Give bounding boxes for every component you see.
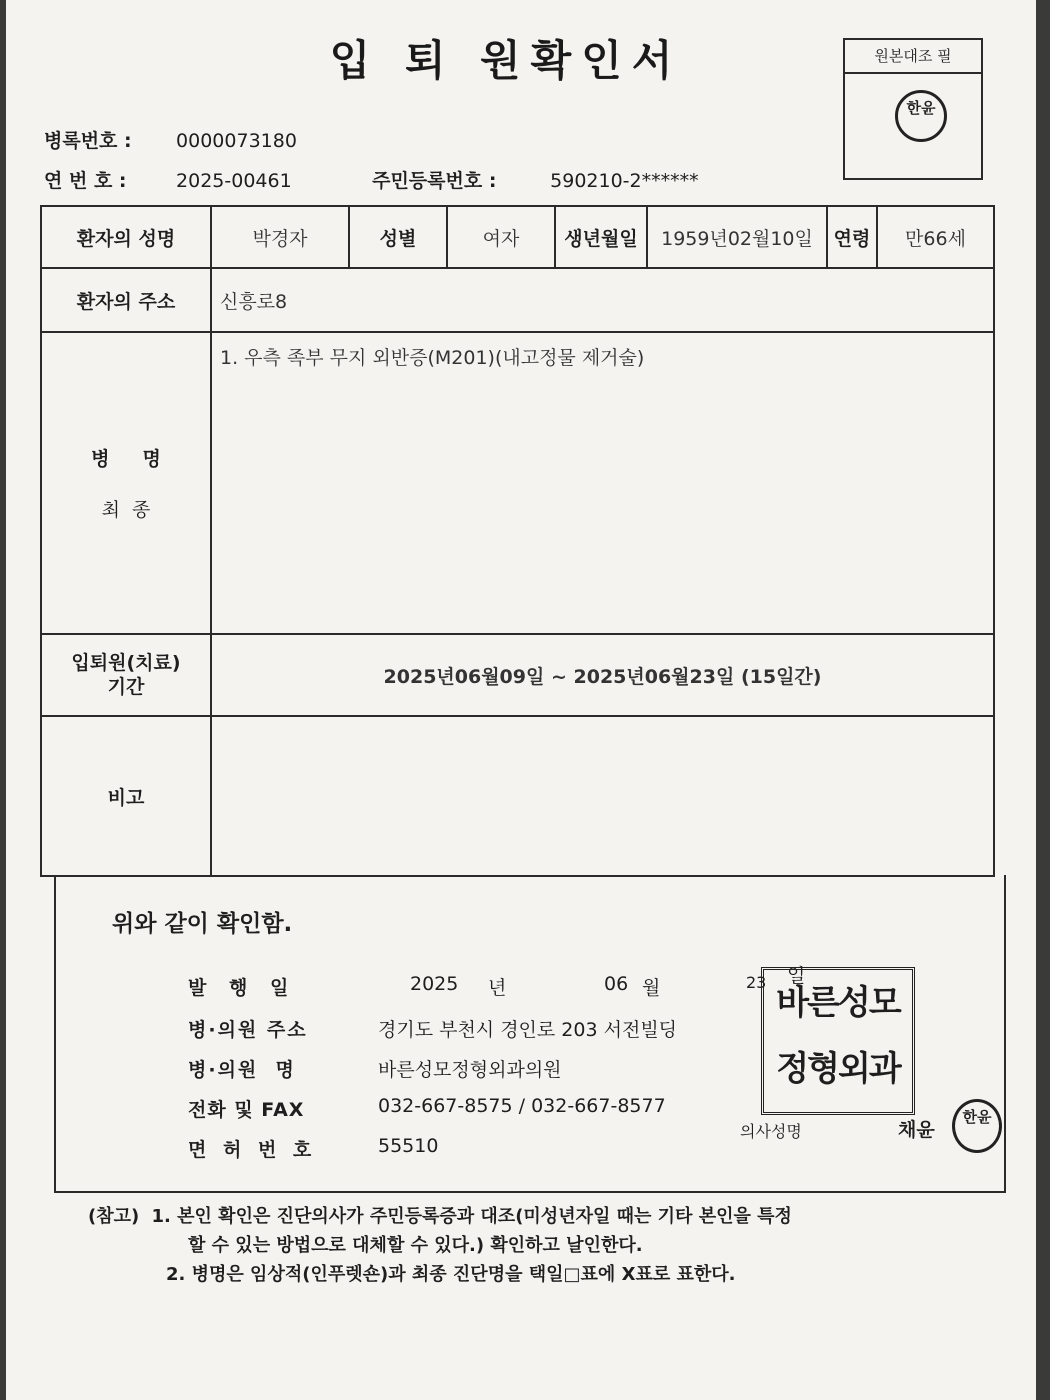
remarks-label: 비고 bbox=[41, 716, 211, 876]
notes-prefix: (참고) bbox=[88, 1206, 140, 1227]
day-unit: 일 bbox=[787, 965, 806, 987]
phone-fax-label: 전화 및 FAX bbox=[188, 1099, 305, 1121]
clinic-name-value: 바른성모정형외과의원 bbox=[378, 1059, 562, 1081]
period-label: 입퇴원(치료) 기간 bbox=[41, 634, 211, 716]
serial-number-row bbox=[44, 166, 844, 193]
address-value: 신흥로8 bbox=[211, 268, 994, 332]
note-1-line-b: 할 수 있는 방법으로 대체할 수 있다.) 확인하고 날인한다. bbox=[188, 1235, 643, 1256]
clinic-name-label: 병·의원 명 bbox=[188, 1059, 296, 1081]
sex-label: 성별 bbox=[349, 206, 447, 268]
issue-month: 06 bbox=[604, 973, 629, 995]
note-1-text-a: 1. 본인 확인은 진단의사가 주민등록증과 대조(미성년자일 때는 기타 본인을 특정 bbox=[151, 1206, 792, 1227]
table-row bbox=[41, 268, 994, 332]
original-verified-stamp-box bbox=[843, 38, 983, 180]
resident-number-label: 주민등록번호 : bbox=[372, 170, 497, 192]
diagnosis-content bbox=[211, 332, 994, 634]
table-row bbox=[41, 716, 994, 876]
serial-number-label: 연 번 호 : bbox=[44, 170, 127, 192]
table-row bbox=[41, 634, 994, 716]
remarks-value bbox=[211, 716, 994, 876]
document-page bbox=[6, 0, 1036, 1400]
reference-notes bbox=[88, 1202, 792, 1289]
registration-number-value: 0000073180 bbox=[176, 130, 297, 152]
table-row bbox=[41, 332, 994, 634]
patient-name-label: 환자의 성명 bbox=[41, 206, 211, 268]
table-row bbox=[41, 206, 994, 268]
confirmation-section bbox=[54, 875, 1006, 1193]
note-1-line-a bbox=[88, 1202, 792, 1231]
age-label: 연령 bbox=[827, 206, 877, 268]
issue-day: 23 bbox=[746, 973, 767, 992]
address-label: 환자의 주소 bbox=[41, 268, 211, 332]
doctor-name-label: 의사성명 bbox=[740, 1122, 802, 1141]
diagnosis-label: 병 명 bbox=[91, 448, 161, 470]
confirmation-statement: 위와 같이 확인함. bbox=[112, 911, 293, 937]
patient-info-table bbox=[40, 205, 995, 877]
dob-value: 1959년02월10일 bbox=[647, 206, 827, 268]
note-2: 2. 병명은 임상적(인푸렛숀)과 최종 진단명을 택일□표에 X표로 표한다. bbox=[166, 1264, 736, 1285]
stamp-box-header: 원본대조 필 bbox=[845, 40, 981, 74]
doctor-name-value: 채윤 bbox=[898, 1119, 935, 1141]
issue-date-label: 발 행 일 bbox=[188, 977, 297, 999]
registration-number-row bbox=[44, 126, 297, 153]
registration-number-label: 병록번호 : bbox=[44, 130, 132, 152]
issue-year: 2025 bbox=[410, 973, 459, 995]
clinic-address-value: 경기도 부천시 경인로 203 서전빌딩 bbox=[378, 1019, 678, 1041]
diagnosis-label-cell bbox=[41, 332, 211, 634]
verification-seal: 한윤 bbox=[895, 90, 947, 142]
month-unit: 월 bbox=[642, 977, 661, 999]
license-label: 면 허 번 호 bbox=[188, 1139, 317, 1161]
clinic-address-label: 병·의원 주소 bbox=[188, 1019, 308, 1041]
document-title: 입 퇴 원확인서 bbox=[329, 36, 683, 85]
age-value: 만66세 bbox=[877, 206, 994, 268]
patient-name-value: 박경자 bbox=[211, 206, 349, 268]
phone-fax-value: 032-667-8575 / 032-667-8577 bbox=[378, 1095, 666, 1117]
diagnosis-line: 1. 우측 족부 무지 외반증(M201)(내고정물 제거술) bbox=[220, 347, 645, 369]
license-value: 55510 bbox=[378, 1135, 439, 1157]
dob-label: 생년월일 bbox=[555, 206, 647, 268]
sex-value: 여자 bbox=[447, 206, 555, 268]
doctor-seal: 한윤 bbox=[952, 1099, 1002, 1153]
diagnosis-final-label: 최 종 bbox=[101, 499, 151, 521]
period-value: 2025년06월09일 ~ 2025년06월23일 (15일간) bbox=[211, 634, 994, 716]
clinic-seal: 바른성모 정형외과 bbox=[761, 967, 915, 1115]
year-unit: 년 bbox=[488, 977, 507, 999]
resident-number-value: 590210-2****** bbox=[550, 170, 699, 192]
serial-number-value: 2025-00461 bbox=[176, 170, 292, 192]
